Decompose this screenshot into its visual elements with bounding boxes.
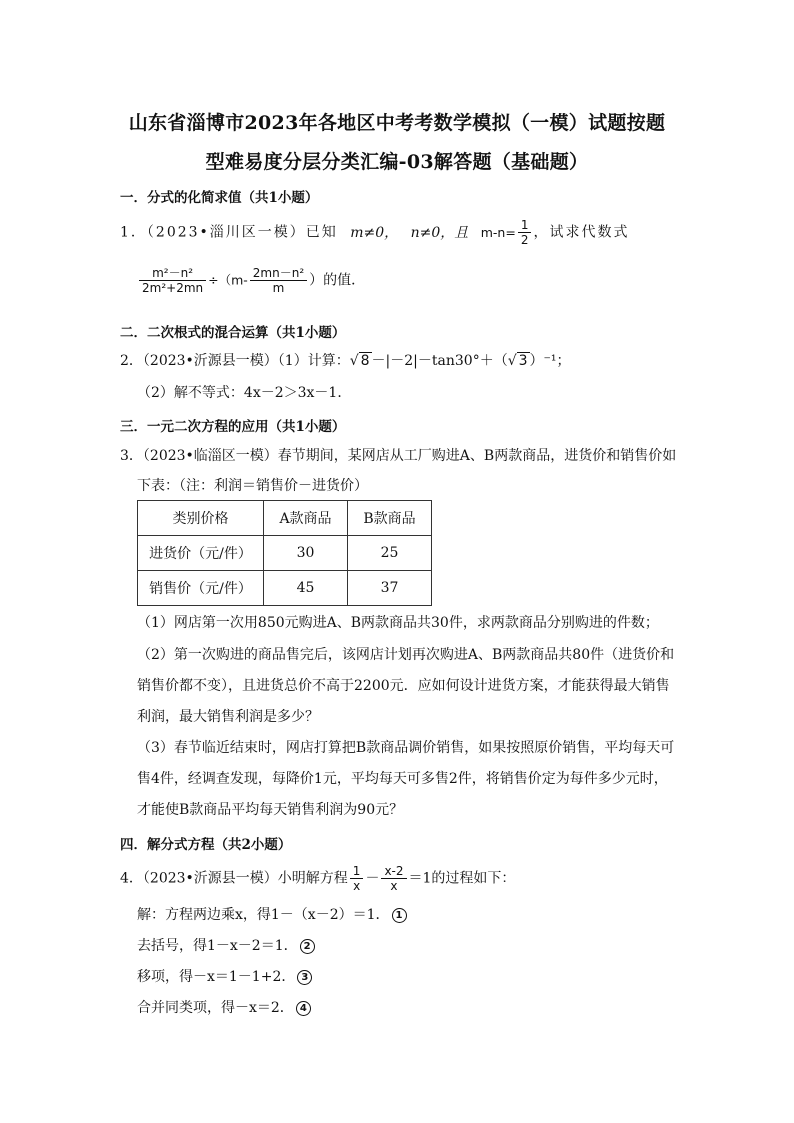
table-header-cell: B款商品 (348, 501, 432, 536)
sqrt-8: √ 8 (349, 353, 370, 369)
fraction-numerator: m²－n² (139, 266, 206, 281)
question-4-line-1 (120, 864, 515, 893)
question-3-part-3-line-1: （3）春节临近结束时，网店打算把B款商品调价销售，如果按照原价销售，平均每天可 (137, 740, 675, 756)
solution-step-1 (137, 906, 407, 924)
minus-sign: － (365, 870, 380, 887)
question-3-intro-1: 3．（2023•临淄区一模）春节期间，某网店从工厂购进A、B两款商品，进货价和销售价如 (120, 448, 677, 464)
price-table (137, 500, 432, 606)
section-heading-4: 四．解分式方程（共2小题） (120, 837, 292, 853)
question-3-part-2-line-3: 利润，最大销售利润是多少？ (137, 709, 319, 725)
question-1-cond-n: n≠0，且 (410, 224, 469, 241)
fraction-x-minus-2-over-x (381, 864, 406, 893)
step-text: 移项，得－x＝1－1+2． (137, 969, 296, 985)
question-1-line-1 (120, 218, 676, 247)
fraction-denominator: 2m²+2mn (142, 281, 204, 295)
question-1-cond-m: m≠0， (350, 224, 399, 241)
table-row (138, 501, 432, 536)
circled-number-4: 4 (296, 1001, 311, 1016)
table-cell: 30 (264, 536, 348, 571)
table-row (138, 571, 432, 606)
question-2-part-2: （2）解不等式：4x－2＞3x－1． (137, 385, 352, 401)
fraction-numerator: x-2 (381, 864, 406, 879)
page-title-line-2: 型难易度分层分类汇编-03解答题（基础题） (205, 151, 589, 173)
question-4-tail: ＝1的过程如下： (408, 870, 516, 887)
fraction-inner (250, 266, 307, 295)
question-2-part-1 (120, 352, 571, 370)
sqrt-3: √ 3 (507, 353, 528, 369)
page-title-line-1: 山东省淄博市2023年各地区中考考数学模拟（一模）试题按题 (128, 112, 666, 134)
circled-number-2: 2 (300, 939, 315, 954)
fraction-denominator: x (390, 879, 398, 893)
question-3-part-1: （1）网店第一次用850元购进A、B两款商品共30件，求两款商品分别购进的件数； (137, 615, 659, 631)
fraction-one-half (518, 218, 532, 247)
table-header-cell: A款商品 (264, 501, 348, 536)
fraction-one-over-x (350, 864, 364, 893)
question-1-line-2 (137, 266, 365, 295)
table-cell: 25 (348, 536, 432, 571)
section-heading-1: 一．分式的化简求值（共1小题） (120, 190, 319, 206)
solution-step-2 (137, 937, 315, 955)
question-4-lead: 4．（2023•沂源县一模）小明解方程 (120, 870, 348, 887)
question-2-end: ）⁻¹； (529, 353, 571, 369)
table-cell: 45 (264, 571, 348, 606)
section-heading-3: 三．一元二次方程的应用（共1小题） (120, 419, 346, 435)
question-3-part-3-line-3: 才能使B款商品平均每天销售利润为90元？ (137, 802, 404, 818)
question-1-tail: ，试求代数式 (533, 224, 630, 241)
step-text: 合并同类项，得－x＝2． (137, 1000, 294, 1016)
question-2-mid: －|－2|－tan30°＋（ (371, 353, 508, 369)
radicand: 8 (360, 353, 370, 369)
fraction-denominator: m (272, 281, 285, 295)
radicand: 3 (518, 353, 528, 369)
circled-number-3: 3 (297, 970, 312, 985)
fraction-expression (139, 266, 206, 295)
solution-step-4 (137, 999, 311, 1017)
fraction-numerator: 2mn－n² (250, 266, 307, 281)
circled-number-1: 1 (392, 908, 407, 923)
question-1-end: ）的值． (309, 272, 366, 289)
question-3-intro-2: 下表：（注：利润＝销售价－进货价） (137, 478, 368, 494)
table-row (138, 536, 432, 571)
question-1-lead: 1．（2023•淄川区一模）已知 (120, 224, 338, 241)
step-text: 去括号，得1－x－2＝1． (137, 938, 298, 954)
table-header-cell: 类别价格 (138, 501, 264, 536)
fraction-numerator: 1 (518, 218, 532, 233)
question-2-lead: 2．（2023•沂源县一模）（1）计算： (120, 353, 350, 369)
question-1-mn: m-n= (480, 224, 516, 240)
fraction-denominator: 2 (520, 233, 529, 247)
fraction-numerator: 1 (350, 864, 364, 879)
question-3-part-3-line-2: 售4件，经调查发现，每降价1元，平均每天可多售2件，将销售价定为每件多少元时， (137, 771, 668, 787)
table-cell: 销售价（元/件） (138, 571, 264, 606)
divide-open: ÷（m- (208, 272, 248, 288)
question-3-part-2-line-1: （2）第一次购进的商品售完后，该网店计划再次购进A、B两款商品共80件（进货价和 (137, 647, 675, 663)
solution-step-3 (137, 968, 312, 986)
fraction-denominator: x (353, 879, 361, 893)
table-cell: 进货价（元/件） (138, 536, 264, 571)
step-text: 解：方程两边乘x，得1－（x－2）＝1． (137, 907, 390, 923)
section-heading-2: 二．二次根式的混合运算（共1小题） (120, 325, 346, 341)
question-3-part-2-line-2: 销售价都不变），且进货总价不高于2200元．应如何设计进货方案，才能获得最大销售 (137, 678, 670, 694)
table-cell: 37 (348, 571, 432, 606)
